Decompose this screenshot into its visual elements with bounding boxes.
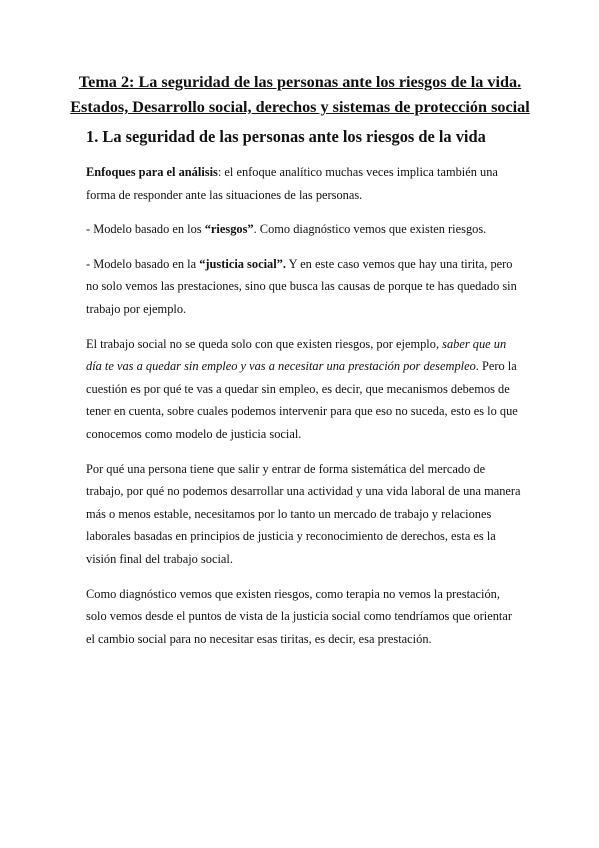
paragraph-modelo-justicia	[86, 253, 521, 321]
paragraph-diagnostico: Como diagnóstico vemos que existen riesgos, como terapia no vemos la prestación, solo vemos desde el puntos de vista de la justicia social como tendríamos que orientar el cambio social para no necesitar esas tiritas, es decir, esa prestación.	[86, 586, 512, 646]
paragraph-trabajo-social	[86, 333, 521, 446]
modelo-riesgos-pre: - Modelo basado en los	[86, 222, 205, 237]
enfoques-label: Enfoques para el análisis	[86, 165, 218, 179]
document-body	[86, 161, 521, 662]
modelo-riesgos-post: . Como diagnóstico vemos que existen riesgos.	[253, 222, 487, 237]
modelo-justicia-post: Y en este caso vemos que hay una tirita, pero no solo vemos las prestaciones, sino que busca las causas de porque te has quedado sin trabajo por ejemplo.	[86, 256, 517, 316]
modelo-justicia-pre: - Modelo basado en la	[86, 256, 200, 271]
trabajo-social-example: saber que un día te vas a quedar sin empleo y vas a necesitar una prestación por desempleo	[86, 336, 507, 374]
document-title	[60, 70, 540, 120]
title-line-2: Estados, Desarrollo social, derechos y sistemas de protección social	[70, 98, 530, 116]
paragraph-modelo-riesgos	[86, 218, 521, 241]
enfoques-text: : el enfoque analítico muchas veces implica también una forma de responder ante las situaciones de las personas.	[86, 165, 498, 202]
paragraph-enfoques	[86, 161, 521, 206]
modelo-riesgos-term: “riesgos”	[204, 222, 254, 237]
modelo-justicia-term: “justicia social”.	[199, 256, 286, 271]
trabajo-social-pre: El trabajo social no se queda solo con que existen riesgos, por ejemplo,	[86, 336, 443, 351]
title-line-1: Tema 2: La seguridad de las personas ante los riesgos de la vida.	[78, 73, 522, 91]
paragraph-mercado-trabajo: Por qué una persona tiene que salir y entrar de forma sistemática del mercado de trabajo, por qué no podemos desarrollar una actividad y una vida laboral de una manera más o menos estable, necesitamos por lo tanto un mercado de trabajo y relaciones laborales basadas en principios de justicia y reconocimiento de derechos, esta es la visión final del trabajo social.	[86, 461, 521, 566]
section-heading: 1. La seguridad de las personas ante los riesgos de la vida	[86, 127, 486, 146]
trabajo-social-post: . Pero la cuestión es por qué te vas a quedar sin empleo, es decir, que mecanismos debemos de tener en cuenta, sobre cuales podemos intervenir para que eso no suceda, esto es lo que conocemos como modelo de justicia social.	[86, 359, 518, 441]
